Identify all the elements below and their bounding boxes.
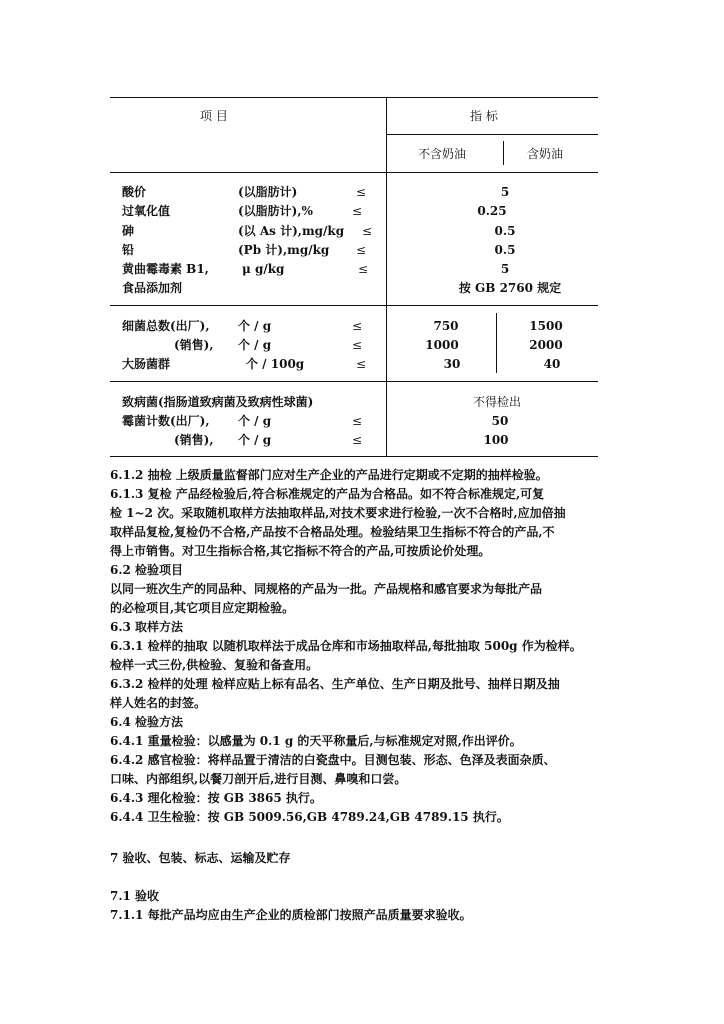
header-bottom-rule — [110, 172, 598, 173]
row-unit: (以脂肪计) — [238, 185, 298, 199]
row-value-with-butter: 2000 — [529, 338, 563, 352]
row-unit: 个 / 100g — [246, 357, 305, 371]
row-name: 大肠菌群 — [122, 357, 171, 371]
row-unit: (以脂肪计),% — [238, 204, 313, 218]
body-line: 取样品复检,复检仍不合格,产品按不合格品处理。检验结果卫生指标不符合的产品,不 — [110, 525, 555, 539]
row-value-no-butter: 750 — [433, 319, 459, 333]
row-unit: (Pb 计),mg/kg — [238, 243, 330, 257]
row-unit: 个 / g — [238, 433, 272, 447]
header-no-butter: 不含奶油 — [418, 147, 467, 161]
clause-6-3-1: 6.3.1 检样的抽取 以随机取样法于成品仓库和市场抽取样品,每批抽取 500g 作为检样。 — [110, 639, 582, 653]
clause-6-4-1: 6.4.1 重量检验：以感量为 0.1 g 的天平称量后,与标准规定对照,作出评价。 — [110, 734, 522, 748]
row-value: 0.5 — [494, 243, 516, 257]
inspection-text-block — [110, 466, 610, 827]
row-unit: μ g/kg — [242, 262, 285, 276]
section-6-2-heading: 6.2 检验项目 — [110, 563, 184, 577]
section-7-1-heading: 7.1 验收 — [110, 889, 160, 903]
clause-6-1-2: 6.1.2 抽检 上级质量监督部门应对生产企业的产品进行定期或不定期的抽样检验。 — [110, 468, 548, 482]
body-line: 的必检项目,其它项目应定期检验。 — [110, 601, 295, 615]
row-unit: 个 / g — [238, 338, 272, 352]
row-value: 5 — [500, 185, 510, 199]
row-unit: 个 / g — [238, 319, 272, 333]
row-value: 5 — [500, 262, 510, 276]
section-7-heading: 7 验收、包装、标志、运输及贮存 — [110, 851, 291, 865]
section-6-4-heading: 6.4 检验方法 — [110, 715, 184, 729]
header-with-butter: 含奶油 — [527, 147, 564, 161]
row-value: 按 GB 2760 规定 — [458, 281, 562, 295]
row-op: ≤ — [356, 185, 367, 199]
row-name: 细菌总数(出厂), — [122, 319, 210, 333]
row-op: ≤ — [358, 262, 369, 276]
row-op: ≤ — [352, 414, 363, 428]
row-value-with-butter: 40 — [543, 357, 561, 371]
row-name: 铅 — [122, 243, 135, 257]
row-name: 黄曲霉毒素 B1, — [122, 262, 209, 276]
body-line: 检样一式三份,供检验、复验和备查用。 — [110, 658, 319, 672]
body-line: 检 1~2 次。采取随机取样方法抽取样品,对技术要求进行检验,一次不合格时,应加倍抽 — [110, 506, 566, 520]
row-op: ≤ — [362, 224, 373, 238]
row-value: 50 — [491, 414, 509, 428]
row-op: ≤ — [356, 243, 367, 257]
body-line: 样人姓名的封签。 — [110, 696, 207, 710]
body-line: 口味、内部组织,以餐刀剖开后,进行目测、鼻嗅和口尝。 — [110, 772, 407, 786]
body-line: 得上市销售。对卫生指标合格,其它指标不符合的产品,可按质论价处理。 — [110, 544, 491, 558]
clause-6-4-4: 6.4.4 卫生检验：按 GB 5009.56,GB 4789.24,GB 4789.15 执行。 — [110, 810, 509, 824]
group1-bottom-rule — [110, 305, 598, 306]
row-op: ≤ — [352, 338, 363, 352]
row-unit: (以 As 计),mg/kg — [238, 224, 345, 238]
row-value: 0.5 — [494, 224, 516, 238]
header-subcolumn-divider — [503, 141, 504, 165]
row-name: 霉菌计数(出厂), — [122, 414, 210, 428]
table-top-rule — [110, 97, 598, 98]
row-name: 过氧化值 — [122, 204, 171, 218]
section-6-3-heading: 6.3 取样方法 — [110, 620, 184, 634]
clause-6-4-2: 6.4.2 感官检验：将样品置于清洁的白瓷盘中。目测包装、形态、色泽及表面杂质、 — [110, 753, 556, 767]
table-bottom-rule — [110, 456, 598, 457]
clause-6-4-3: 6.4.3 理化检验：按 GB 3865 执行。 — [110, 791, 322, 805]
header-indicator: 指 标 — [470, 109, 498, 123]
clause-6-3-2: 6.3.2 检样的处理 检样应贴上标有品名、生产单位、生产日期及批号、抽样日期及抽 — [110, 677, 560, 691]
row-name: 酸价 — [122, 185, 147, 199]
header-item: 项 目 — [200, 109, 228, 123]
row-name: 砷 — [122, 224, 135, 238]
row-value-with-butter: 1500 — [529, 319, 563, 333]
group2-subcolumn-divider — [496, 313, 497, 373]
main-column-divider — [386, 97, 387, 456]
row-op: ≤ — [352, 319, 363, 333]
row-value: 不得检出 — [472, 395, 521, 409]
body-line: 以同一班次生产的同品种、同规格的产品为一批。产品规格和感官要求为每批产品 — [110, 582, 543, 596]
row-unit: 个 / g — [238, 414, 272, 428]
clause-7-1-1: 7.1.1 每批产品均应由生产企业的质检部门按照产品质量要求验收。 — [110, 908, 472, 922]
row-name: 致病菌(指肠道致病菌及致病性球菌) — [122, 395, 314, 409]
row-op: ≤ — [352, 204, 363, 218]
row-name: (销售), — [174, 433, 214, 447]
row-name: 食品添加剂 — [122, 281, 183, 295]
row-op: ≤ — [356, 357, 367, 371]
header-sub-rule — [387, 134, 598, 135]
clause-6-1-3: 6.1.3 复检 产品经检验后,符合标准规定的产品为合格品。如不符合标准规定,可复 — [110, 487, 545, 501]
row-value-no-butter: 1000 — [425, 338, 459, 352]
row-value: 100 — [483, 433, 509, 447]
row-op: ≤ — [352, 433, 363, 447]
row-value: 0.25 — [477, 204, 507, 218]
group2-bottom-rule — [110, 381, 598, 382]
row-value-no-butter: 30 — [443, 357, 461, 371]
row-name: (销售), — [174, 338, 214, 352]
